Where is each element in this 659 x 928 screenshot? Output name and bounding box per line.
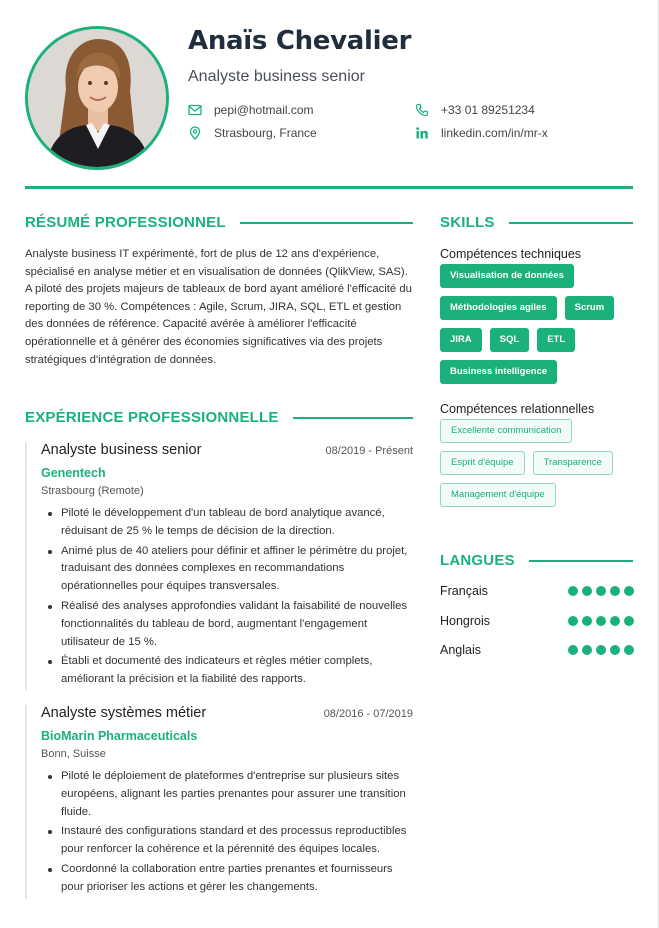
timeline-bar <box>25 705 27 899</box>
level-dot <box>596 616 606 626</box>
language-level-dots <box>568 645 634 655</box>
level-dot <box>582 616 592 626</box>
candidate-name: Anaïs Chevalier <box>188 26 412 56</box>
job-dates: 08/2019 - Présent <box>325 445 413 457</box>
language-name: Hongrois <box>440 614 491 628</box>
job-location: Strasbourg (Remote) <box>41 485 144 497</box>
level-dot <box>624 616 634 626</box>
language-row <box>440 643 634 657</box>
job-bullets <box>61 768 413 899</box>
job-bullet: Établi et documenté des indicateurs et règles métier complets, améliorant la précision et la fiabilité des rapports. <box>61 653 413 689</box>
portrait-illustration <box>28 29 166 167</box>
job-role: Analyste business senior <box>41 442 202 458</box>
summary-text: Analyste business IT expérimenté, fort de plus de 12 ans d'expérience, spécialisé en analyse métier et en visualisation de données (QlikView, SAS). A piloté des projets majeurs de tableaux de bord ayant amélioré l'efficacité du reporting de 30 %. Compétences : Agile, Scrum, JIRA, SQL, ETL et gestion des données de référence. Capacité avérée à améliorer l'efficacité opérationnelle et à générer des économies significatives via des projets stratégiques d'intégration de données. <box>25 248 412 366</box>
level-dot <box>582 645 592 655</box>
job-bullet: Réalisé des analyses approfondies validant la faisabilité de nouvelles fonctionnalités du tableau de bord, augmentant l'engagement utilisateur de 15 %. <box>61 598 413 651</box>
soft-skill-tag: Esprit d'équipe <box>440 451 525 475</box>
contact-location <box>188 126 317 140</box>
experience-heading <box>25 409 413 426</box>
heading-rule <box>293 417 413 419</box>
soft-skills-tags <box>440 419 635 507</box>
heading-rule <box>240 222 413 224</box>
language-row <box>440 614 634 628</box>
language-name: Anglais <box>440 643 481 657</box>
job-bullet: Animé plus de 40 ateliers pour définir et affiner le périmètre du projet, traduisant des données complexes en recommandations opérationnelles pour équipes transversales. <box>61 543 413 596</box>
skill-tag: ETL <box>537 328 575 352</box>
skill-tag: Méthodologies agiles <box>440 296 557 320</box>
level-dot <box>568 586 578 596</box>
soft-skill-tag: Excellente communication <box>440 419 572 443</box>
contact-linkedin[interactable] <box>415 126 548 140</box>
job-company: BioMarin Pharmaceuticals <box>41 729 198 743</box>
job-entry <box>25 442 415 690</box>
contact-email[interactable] <box>188 103 314 117</box>
job-bullet: Piloté le développement d'un tableau de bord analytique avancé, réduisant de 25 % le temps de décision de la direction. <box>61 505 413 541</box>
location-pin-icon <box>188 126 202 140</box>
soft-skills-label: Compétences relationnelles <box>440 402 595 416</box>
level-dot <box>596 645 606 655</box>
linkedin-text: linkedin.com/in/mr-x <box>441 126 548 140</box>
level-dot <box>610 645 620 655</box>
technical-skills-tags <box>440 264 635 384</box>
level-dot <box>610 586 620 596</box>
language-name: Français <box>440 584 488 598</box>
phone-icon <box>415 103 429 117</box>
job-bullet: Coordonné la collaboration entre parties prenantes et fournisseurs pour prioriser les actions et gérer les changements. <box>61 861 413 897</box>
mail-icon <box>188 103 202 117</box>
level-dot <box>624 645 634 655</box>
linkedin-icon <box>415 126 429 140</box>
summary-heading-text: RÉSUMÉ PROFESSIONNEL <box>25 214 226 231</box>
job-role: Analyste systèmes métier <box>41 705 207 721</box>
skill-tag: Visualisation de données <box>440 264 574 288</box>
skills-heading-text: SKILLS <box>440 214 495 231</box>
heading-rule <box>509 222 633 224</box>
skill-tag: Business intelligence <box>440 360 557 384</box>
language-level-dots <box>568 616 634 626</box>
location-text: Strasbourg, France <box>214 126 317 140</box>
job-entry <box>25 705 415 899</box>
level-dot <box>568 645 578 655</box>
job-dates: 08/2016 - 07/2019 <box>323 708 413 720</box>
level-dot <box>610 616 620 626</box>
job-location: Bonn, Suisse <box>41 748 106 760</box>
timeline-bar <box>25 442 27 690</box>
skill-tag: Scrum <box>565 296 615 320</box>
job-bullet: Instauré des configurations standard et des processus reproductibles pour renforcer la cohérence et la pérennité des équipes locales. <box>61 823 413 859</box>
languages-heading <box>440 552 633 569</box>
level-dot <box>582 586 592 596</box>
language-row <box>440 584 634 598</box>
level-dot <box>596 586 606 596</box>
summary-heading <box>25 214 413 231</box>
phone-text: +33 01 89251234 <box>441 103 535 117</box>
skill-tag: JIRA <box>440 328 482 352</box>
technical-skills-label: Compétences techniques <box>440 247 582 261</box>
profile-photo <box>25 26 169 170</box>
experience-heading-text: EXPÉRIENCE PROFESSIONNELLE <box>25 409 279 426</box>
job-bullets <box>61 505 413 691</box>
soft-skill-tag: Management d'équipe <box>440 483 556 507</box>
skills-heading <box>440 214 633 231</box>
email-text: pepi@hotmail.com <box>214 103 314 117</box>
header-divider <box>25 186 633 189</box>
job-bullet: Piloté le déploiement de plateformes d'entreprise sur plusieurs sites européens, alignant les parties prenantes pour assurer une transition fluide. <box>61 768 413 821</box>
skill-tag: SQL <box>490 328 530 352</box>
level-dot <box>568 616 578 626</box>
job-company: Genentech <box>41 466 106 480</box>
soft-skill-tag: Transparence <box>533 451 613 475</box>
contact-phone[interactable] <box>415 103 535 117</box>
language-level-dots <box>568 586 634 596</box>
level-dot <box>624 586 634 596</box>
candidate-title: Analyste business senior <box>188 68 365 85</box>
heading-rule <box>529 560 633 562</box>
languages-heading-text: LANGUES <box>440 552 515 569</box>
